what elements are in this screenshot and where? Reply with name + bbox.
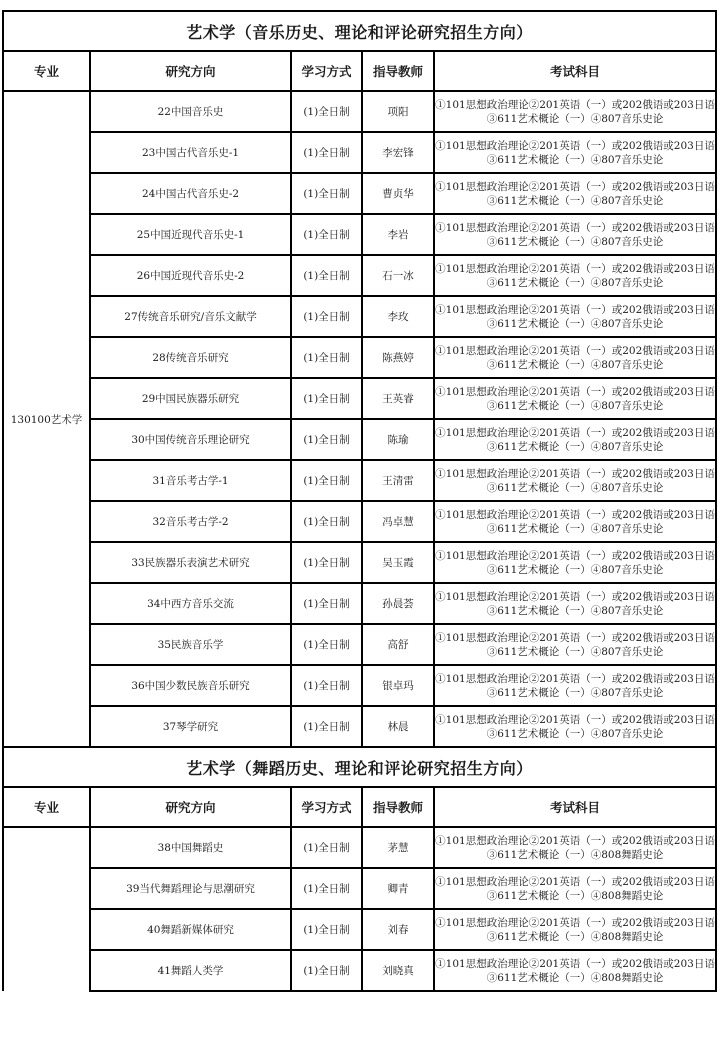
exam-subjects-line-2: ③611艺术概论（一）④808舞蹈史论 [486,971,664,984]
exam-subjects-line-1: ①101思想政治理论②201英语（一）或202俄语或203日语 [435,590,715,603]
study-mode-cell: (1)全日制 [291,419,362,460]
table-row [3,173,716,214]
exam-subjects-cell [434,173,716,214]
exam-subjects-line-2: ③611艺术概论（一）④807音乐史论 [486,604,664,617]
study-mode-cell: (1)全日制 [291,501,362,542]
column-header-major: 专业 [3,787,90,827]
study-mode-cell: (1)全日制 [291,542,362,583]
table-row [3,624,716,665]
exam-subjects-line-1: ①101思想政治理论②201英语（一）或202俄语或203日语 [435,672,715,685]
table-row [3,583,716,624]
exam-subjects-line-1: ①101思想政治理论②201英语（一）或202俄语或203日语 [435,713,715,726]
exam-subjects-line-1: ①101思想政治理论②201英语（一）或202俄语或203日语 [435,385,715,398]
research-direction-cell: 22中国音乐史 [90,91,291,132]
research-direction-cell: 23中国古代音乐史-1 [90,132,291,173]
study-mode-cell: (1)全日制 [291,950,362,991]
section-title: 艺术学（舞蹈历史、理论和评论研究招生方向） [3,747,716,787]
research-direction-cell: 32音乐考古学-2 [90,501,291,542]
exam-subjects-line-2: ③611艺术概论（一）④807音乐史论 [486,276,664,289]
study-mode-cell: (1)全日制 [291,624,362,665]
research-direction-cell: 41舞蹈人类学 [90,950,291,991]
table-row [3,909,716,950]
research-direction-cell: 39当代舞蹈理论与思潮研究 [90,868,291,909]
advisor-cell: 林晨 [362,706,434,747]
advisor-cell: 项阳 [362,91,434,132]
exam-subjects-line-2: ③611艺术概论（一）④808舞蹈史论 [486,889,664,902]
column-header-advisor: 指导教师 [362,51,434,91]
exam-subjects-cell [434,909,716,950]
research-direction-cell: 29中国民族器乐研究 [90,378,291,419]
exam-subjects-cell [434,624,716,665]
exam-subjects-line-2: ③611艺术概论（一）④807音乐史论 [486,153,664,166]
exam-subjects-line-1: ①101思想政治理论②201英语（一）或202俄语或203日语 [435,98,715,111]
exam-subjects-line-2: ③611艺术概论（一）④807音乐史论 [486,358,664,371]
study-mode-cell: (1)全日制 [291,91,362,132]
table-row [3,460,716,501]
section-title-row [3,747,716,787]
table-row [3,827,716,868]
exam-subjects-line-2: ③611艺术概论（一）④807音乐史论 [486,563,664,576]
advisor-cell: 陈燕婷 [362,337,434,378]
exam-subjects-line-1: ①101思想政治理论②201英语（一）或202俄语或203日语 [435,180,715,193]
exam-subjects-cell [434,91,716,132]
advisor-cell: 茅慧 [362,827,434,868]
column-header-mode: 学习方式 [291,787,362,827]
advisor-cell: 刘晓真 [362,950,434,991]
exam-subjects-line-1: ①101思想政治理论②201英语（一）或202俄语或203日语 [435,508,715,521]
exam-subjects-cell [434,214,716,255]
advisor-cell: 陈瑜 [362,419,434,460]
study-mode-cell: (1)全日制 [291,868,362,909]
study-mode-cell: (1)全日制 [291,173,362,214]
research-direction-cell: 27传统音乐研究/音乐文献学 [90,296,291,337]
exam-subjects-cell [434,132,716,173]
study-mode-cell: (1)全日制 [291,214,362,255]
exam-subjects-line-2: ③611艺术概论（一）④808舞蹈史论 [486,930,664,943]
exam-subjects-cell [434,460,716,501]
column-header-direction: 研究方向 [90,51,291,91]
research-direction-cell: 34中西方音乐交流 [90,583,291,624]
table-body [3,11,716,991]
exam-subjects-cell [434,706,716,747]
advisor-cell: 石一冰 [362,255,434,296]
research-direction-cell: 26中国近现代音乐史-2 [90,255,291,296]
exam-subjects-cell [434,665,716,706]
exam-subjects-line-2: ③611艺术概论（一）④807音乐史论 [486,317,664,330]
section-title: 艺术学（音乐历史、理论和评论研究招生方向） [3,11,716,51]
advisor-cell: 李玫 [362,296,434,337]
research-direction-cell: 24中国古代音乐史-2 [90,173,291,214]
study-mode-cell: (1)全日制 [291,827,362,868]
table-row [3,91,716,132]
exam-subjects-line-2: ③611艺术概论（一）④807音乐史论 [486,399,664,412]
column-header-major: 专业 [3,51,90,91]
exam-subjects-line-2: ③611艺术概论（一）④807音乐史论 [486,112,664,125]
exam-subjects-line-1: ①101思想政治理论②201英语（一）或202俄语或203日语 [435,916,715,929]
exam-subjects-cell [434,950,716,991]
advisor-cell: 高舒 [362,624,434,665]
advisor-cell: 李岩 [362,214,434,255]
exam-subjects-cell [434,542,716,583]
advisor-cell: 曹贞华 [362,173,434,214]
exam-subjects-line-1: ①101思想政治理论②201英语（一）或202俄语或203日语 [435,221,715,234]
advisor-cell: 冯卓慧 [362,501,434,542]
exam-subjects-line-1: ①101思想政治理论②201英语（一）或202俄语或203日语 [435,467,715,480]
column-header-row [3,787,716,827]
exam-subjects-cell [434,583,716,624]
advisor-cell: 孙晨荟 [362,583,434,624]
table-row [3,868,716,909]
table-row [3,296,716,337]
column-header-exam: 考试科目 [434,787,716,827]
study-mode-cell: (1)全日制 [291,378,362,419]
exam-subjects-line-1: ①101思想政治理论②201英语（一）或202俄语或203日语 [435,262,715,275]
research-direction-cell: 37琴学研究 [90,706,291,747]
exam-subjects-line-2: ③611艺术概论（一）④807音乐史论 [486,727,664,740]
research-direction-cell: 30中国传统音乐理论研究 [90,419,291,460]
exam-subjects-line-1: ①101思想政治理论②201英语（一）或202俄语或203日语 [435,426,715,439]
advisor-cell: 卿青 [362,868,434,909]
study-mode-cell: (1)全日制 [291,337,362,378]
research-direction-cell: 40舞蹈新媒体研究 [90,909,291,950]
table-row [3,378,716,419]
table-row [3,214,716,255]
section-title-row [3,11,716,51]
exam-subjects-cell [434,868,716,909]
exam-subjects-line-1: ①101思想政治理论②201英语（一）或202俄语或203日语 [435,139,715,152]
exam-subjects-cell [434,296,716,337]
exam-subjects-line-2: ③611艺术概论（一）④807音乐史论 [486,645,664,658]
exam-subjects-line-1: ①101思想政治理论②201英语（一）或202俄语或203日语 [435,875,715,888]
exam-subjects-line-2: ③611艺术概论（一）④808舞蹈史论 [486,848,664,861]
study-mode-cell: (1)全日制 [291,296,362,337]
exam-subjects-cell [434,337,716,378]
admissions-table [2,10,717,992]
exam-subjects-line-2: ③611艺术概论（一）④807音乐史论 [486,235,664,248]
table-row [3,337,716,378]
research-direction-cell: 38中国舞蹈史 [90,827,291,868]
major-cell: 130100艺术学 [3,91,90,747]
exam-subjects-line-2: ③611艺术概论（一）④807音乐史论 [486,686,664,699]
exam-subjects-line-1: ①101思想政治理论②201英语（一）或202俄语或203日语 [435,303,715,316]
admissions-document [2,10,715,992]
advisor-cell: 刘春 [362,909,434,950]
column-header-advisor: 指导教师 [362,787,434,827]
exam-subjects-cell [434,501,716,542]
exam-subjects-line-2: ③611艺术概论（一）④807音乐史论 [486,440,664,453]
table-row [3,950,716,991]
table-row [3,501,716,542]
research-direction-cell: 33民族器乐表演艺术研究 [90,542,291,583]
study-mode-cell: (1)全日制 [291,255,362,296]
advisor-cell: 银卓玛 [362,665,434,706]
column-header-row [3,51,716,91]
advisor-cell: 李宏锋 [362,132,434,173]
advisor-cell: 吴玉霞 [362,542,434,583]
column-header-mode: 学习方式 [291,51,362,91]
exam-subjects-line-1: ①101思想政治理论②201英语（一）或202俄语或203日语 [435,957,715,970]
table-row [3,542,716,583]
exam-subjects-cell [434,255,716,296]
table-row [3,255,716,296]
exam-subjects-line-1: ①101思想政治理论②201英语（一）或202俄语或203日语 [435,631,715,644]
exam-subjects-line-1: ①101思想政治理论②201英语（一）或202俄语或203日语 [435,344,715,357]
study-mode-cell: (1)全日制 [291,909,362,950]
advisor-cell: 王英睿 [362,378,434,419]
exam-subjects-line-1: ①101思想政治理论②201英语（一）或202俄语或203日语 [435,834,715,847]
study-mode-cell: (1)全日制 [291,665,362,706]
research-direction-cell: 31音乐考古学-1 [90,460,291,501]
table-row [3,419,716,460]
exam-subjects-cell [434,419,716,460]
advisor-cell: 王清雷 [362,460,434,501]
study-mode-cell: (1)全日制 [291,706,362,747]
column-header-exam: 考试科目 [434,51,716,91]
study-mode-cell: (1)全日制 [291,460,362,501]
exam-subjects-line-1: ①101思想政治理论②201英语（一）或202俄语或203日语 [435,549,715,562]
table-row [3,665,716,706]
research-direction-cell: 36中国少数民族音乐研究 [90,665,291,706]
exam-subjects-line-2: ③611艺术概论（一）④807音乐史论 [486,194,664,207]
research-direction-cell: 35民族音乐学 [90,624,291,665]
study-mode-cell: (1)全日制 [291,132,362,173]
study-mode-cell: (1)全日制 [291,583,362,624]
exam-subjects-line-2: ③611艺术概论（一）④807音乐史论 [486,481,664,494]
research-direction-cell: 28传统音乐研究 [90,337,291,378]
column-header-direction: 研究方向 [90,787,291,827]
major-cell [3,827,90,991]
exam-subjects-line-2: ③611艺术概论（一）④807音乐史论 [486,522,664,535]
table-row [3,706,716,747]
research-direction-cell: 25中国近现代音乐史-1 [90,214,291,255]
exam-subjects-cell [434,378,716,419]
exam-subjects-cell [434,827,716,868]
table-row [3,132,716,173]
